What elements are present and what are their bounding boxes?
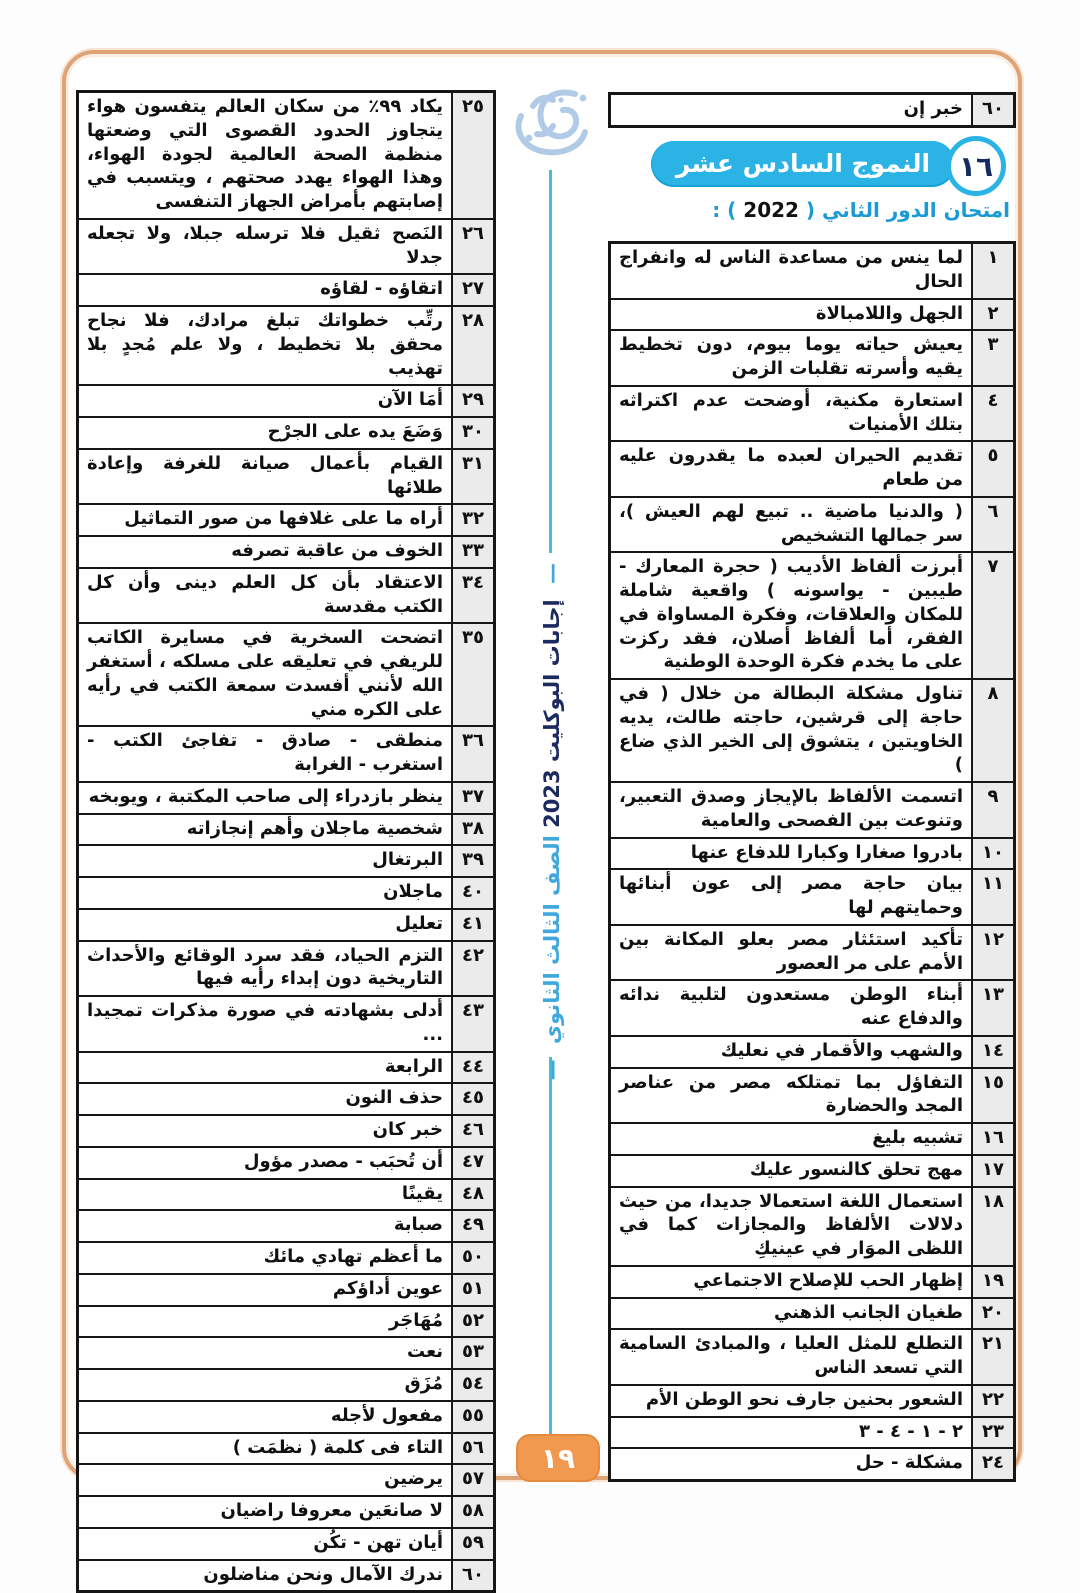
answer-text-cell: النَصح ثقيل فلا ترسله جبلا، ولا تجعله جدلا xyxy=(87,222,443,268)
answer-row xyxy=(79,1114,493,1146)
page-number-tab xyxy=(516,1434,600,1482)
exam-session-label xyxy=(608,198,1010,222)
answer-text-cell: خبر كان xyxy=(372,1119,443,1140)
answer-text-cell: التطلع للمثل العليا ، والمبادئ السامية التي تسعد الناس xyxy=(619,1333,963,1378)
answer-number-cell: ٣ xyxy=(971,331,1013,385)
answer-number-cell: ٥٠ xyxy=(451,1243,493,1273)
answer-text-cell: استعارة مكنية، أوضحت عدم اكتراثه بتلك الأمنيات xyxy=(619,389,963,435)
answer-number-cell: ١٣ xyxy=(971,981,1013,1035)
answer-number-cell: ٣٥ xyxy=(451,624,493,725)
answer-text-cell: الشعور بحنين جارف نحو الوطن الأم xyxy=(645,1388,963,1410)
answer-text-cell: مشكلة - حل xyxy=(855,1452,963,1474)
answer-row xyxy=(611,1154,1013,1186)
answer-row xyxy=(79,1336,493,1368)
answer-row xyxy=(79,416,493,448)
answer-text-cell: نعت xyxy=(407,1341,443,1363)
answer-row xyxy=(611,95,1013,125)
answer-row xyxy=(611,837,1013,869)
answer-number-cell: ٤٣ xyxy=(451,997,493,1051)
answer-number-cell: ٥ xyxy=(971,442,1013,496)
answer-text-cell: حذف النون xyxy=(345,1087,443,1109)
answer-text-cell: وَضَعَ يده على الجرْح xyxy=(267,421,443,442)
answer-number-cell: ٦٠ xyxy=(451,1561,493,1591)
answer-row xyxy=(611,1384,1013,1416)
answer-text-cell: أن تُحبَب - مصدر مؤول xyxy=(243,1150,443,1172)
spine-dash: — xyxy=(540,563,564,584)
answer-number-cell: ٧ xyxy=(971,553,1013,678)
answer-text-cell: يكاد ٩٩٪ من سكان العالم يتفسون هواء يتجاوز الحدود القصوى التي وضعتها منظمة الصحة العالمية لجودة الهواء، وهذا الهواء يهدد صحتهم ، ويتسبب في إصابتهم بأمراض الجهاز التنفسى xyxy=(87,96,443,212)
answer-text-cell: التاء فى كلمة ( نظمَت ) xyxy=(232,1436,443,1458)
answer-row-60-table xyxy=(608,92,1016,128)
answer-row xyxy=(611,298,1013,330)
answer-number-cell: ٤٠ xyxy=(451,878,493,908)
answer-row xyxy=(611,1297,1013,1329)
answer-number-cell: ٤٨ xyxy=(451,1180,493,1210)
answer-number-cell: ٨ xyxy=(971,680,1013,781)
answer-row xyxy=(79,448,493,504)
answer-text-cell: تقديم الحيران لعبده ما يقدرون عليه من طعام xyxy=(619,445,963,490)
answer-number-cell: ٤٤ xyxy=(451,1053,493,1083)
answer-number-cell: ٤٩ xyxy=(451,1211,493,1241)
spine-dash: — xyxy=(540,1059,564,1081)
answer-number-cell: ٣٤ xyxy=(451,569,493,623)
answer-row xyxy=(79,1178,493,1210)
spine-booklet-title: إجابات البوكليت 2023 xyxy=(540,599,564,828)
answer-row xyxy=(611,244,1013,298)
answer-row xyxy=(611,385,1013,441)
answer-number-cell: ٢٢ xyxy=(971,1386,1013,1416)
answer-text-cell: بادروا صغارا وكبارا للدفاع عنها xyxy=(690,841,963,863)
answer-text-cell: بيان حاجة مصر إلى عون أبنائها وحمايتهم لها xyxy=(619,873,963,918)
answer-row xyxy=(79,940,493,996)
answer-number-cell: ٣٠ xyxy=(451,418,493,448)
answer-text-cell: أراه ما على غلافها من صور التماثيل xyxy=(124,508,443,530)
answer-row xyxy=(79,725,493,781)
answer-number-cell: ٥٢ xyxy=(451,1307,493,1337)
answer-row xyxy=(611,924,1013,980)
answer-row xyxy=(79,995,493,1051)
answer-number-cell: ١ xyxy=(971,244,1013,298)
model-title-banner xyxy=(652,141,954,185)
booklet-spine-text xyxy=(532,553,572,1081)
answer-text-cell: تشبيه بليغ xyxy=(872,1127,963,1148)
answer-row xyxy=(79,384,493,416)
answer-row xyxy=(79,1495,493,1527)
answer-number-cell: ٤٢ xyxy=(451,942,493,996)
answer-number-cell: ٦٠ xyxy=(971,95,1013,125)
answer-text-cell: اتقاؤه - لقاؤه xyxy=(320,278,443,300)
answer-text-cell: أمَا الآن xyxy=(377,389,443,411)
answer-number-cell: ١٦ xyxy=(971,1124,1013,1154)
answer-number-cell: ٥٨ xyxy=(451,1497,493,1527)
answer-number-cell: ٢٧ xyxy=(451,275,493,305)
model-number-badge xyxy=(946,136,1006,196)
answer-row xyxy=(79,1432,493,1464)
answer-number-cell: ١٠ xyxy=(971,839,1013,869)
answer-row xyxy=(79,1305,493,1337)
answers-table-25-60 xyxy=(76,90,496,1593)
answer-row xyxy=(79,273,493,305)
answer-text-cell: والشهب والأقمار في نعليك xyxy=(720,1039,963,1061)
exam-session-year: 2022 xyxy=(743,198,799,222)
answer-row xyxy=(611,1186,1013,1265)
answer-number-cell: ٢١ xyxy=(971,1330,1013,1384)
answer-row xyxy=(79,535,493,567)
answer-text-cell: مهج تحلق كالنسور عليك xyxy=(749,1158,963,1180)
answer-text-cell: تناول مشكلة البطالة من خلال ( في حاجة إلى قرشين، حاجته طالت، يديه الخاويتين ، يتشوق إلى الخير الذي ضاع ) xyxy=(619,683,963,776)
answer-number-cell: ٢٨ xyxy=(451,307,493,384)
answer-number-cell: ٢ xyxy=(971,300,1013,330)
answer-text-cell: مُزَق xyxy=(404,1373,443,1394)
answer-number-cell: ١٩ xyxy=(971,1267,1013,1297)
answer-row xyxy=(79,1527,493,1559)
answer-row xyxy=(79,1368,493,1400)
answer-text-cell: يقينًا xyxy=(401,1182,443,1204)
answer-text-cell: خبر إن xyxy=(903,98,963,119)
answer-number-cell: ٣١ xyxy=(451,450,493,504)
answer-row xyxy=(79,844,493,876)
answer-number-cell: ٦ xyxy=(971,498,1013,552)
answer-number-cell: ٣٣ xyxy=(451,537,493,567)
answer-row xyxy=(79,1146,493,1178)
answer-text-cell: اتضحت السخرية في مسايرة الكاتب للريفي في تعليقه على مسلكه ، أستغفر الله لأنني أفسدت سمعة الكتب في رأيه على الكره مني xyxy=(87,627,443,720)
answer-row xyxy=(611,868,1013,924)
answer-number-cell: ٤٦ xyxy=(451,1116,493,1146)
answer-text-cell: اتسمت الألفاظ بالإيجاز وصدق التعبير، وتنوعت بين الفصحى والعامية xyxy=(619,786,963,831)
answer-number-cell: ٢٦ xyxy=(451,220,493,274)
exam-session-suffix: ) : xyxy=(712,198,744,222)
answer-row xyxy=(79,813,493,845)
answer-text-cell: الرابعة xyxy=(384,1055,443,1077)
model-title: النموج السادس عشر xyxy=(675,148,931,178)
answer-row xyxy=(79,93,493,218)
answer-text-cell: أيان تهن - تكُن xyxy=(313,1531,443,1553)
answer-number-cell: ٥٩ xyxy=(451,1529,493,1559)
answer-row xyxy=(79,622,493,725)
answer-row xyxy=(79,503,493,535)
answer-row xyxy=(79,1463,493,1495)
answer-number-cell: ٢٤ xyxy=(971,1449,1013,1479)
answer-number-cell: ١٧ xyxy=(971,1156,1013,1186)
model-number: ١٦ xyxy=(958,149,994,183)
spine-grade-label: الصف الثالث الثانوي xyxy=(540,835,564,1045)
answer-number-cell: ٥٦ xyxy=(451,1434,493,1464)
answer-number-cell: ١٢ xyxy=(971,926,1013,980)
exam-session-prefix: امتحان الدور الثاني ( xyxy=(798,198,1010,222)
answer-row xyxy=(611,1447,1013,1479)
answer-text-cell: ماجلان xyxy=(383,881,443,902)
answer-text-cell: ( والدنيا ماضية .. تبيع لهم العيش )، سر جمالها التشخيص xyxy=(619,500,963,546)
answer-number-cell: ٤٥ xyxy=(451,1084,493,1114)
answer-number-cell: ٢٥ xyxy=(451,93,493,218)
answer-number-cell: ٢٠ xyxy=(971,1299,1013,1329)
answer-text-cell: ينظر بازدراء إلى صاحب المكتبة ، ويوبخه xyxy=(88,785,443,807)
answer-text-cell: لا صانعَين معروفا راضيان xyxy=(220,1500,443,1521)
answer-number-cell: ٥٥ xyxy=(451,1402,493,1432)
answer-text-cell: تعليل xyxy=(395,912,443,934)
answer-text-cell: ندرك الآمال ونحن مناضلون xyxy=(203,1563,443,1585)
answer-row xyxy=(79,218,493,274)
answer-text-cell: شخصية ماجلان وأهم إنجازاته xyxy=(186,817,443,839)
answer-text-cell: أبناء الوطن مستعدون لتلبية ندائه والدفاع عنه xyxy=(619,984,963,1029)
answer-number-cell: ٥١ xyxy=(451,1275,493,1305)
answer-text-cell: طغيان الجانب الذهني xyxy=(774,1301,963,1323)
answer-text-cell: رتِّب خطواتك تبلغ مرادك، فلا نجاح محقق بلا تخطيط ، ولا علم مُجدٍ بلا تهذيب xyxy=(87,310,443,379)
answer-row xyxy=(611,678,1013,781)
answer-row xyxy=(611,496,1013,552)
answer-row xyxy=(79,1082,493,1114)
answer-row xyxy=(79,781,493,813)
answer-text-cell: صبابة xyxy=(393,1214,443,1236)
answer-text-cell: التفاؤل بما تمتلكه مصر من عناصر المجد والحضارة xyxy=(619,1071,963,1117)
answer-row xyxy=(611,1265,1013,1297)
answer-number-cell: ١٨ xyxy=(971,1188,1013,1265)
answer-row xyxy=(611,781,1013,837)
answer-row xyxy=(611,440,1013,496)
answer-row xyxy=(611,1035,1013,1067)
answer-row xyxy=(79,305,493,384)
answer-number-cell: ١١ xyxy=(971,870,1013,924)
answer-row xyxy=(611,329,1013,385)
answer-text-cell: أدلى بشهادته في صورة مذكرات تمجيدا ... xyxy=(87,1000,443,1045)
answer-number-cell: ٩ xyxy=(971,783,1013,837)
answer-row xyxy=(79,567,493,623)
answer-number-cell: ٣٦ xyxy=(451,727,493,781)
answer-row xyxy=(79,1559,493,1591)
answer-number-cell: ٣٧ xyxy=(451,783,493,813)
answer-number-cell: ٥٧ xyxy=(451,1465,493,1495)
answer-text-cell: القيام بأعمال صيانة للغرفة وإعادة طلائها xyxy=(87,452,443,498)
answer-number-cell: ١٤ xyxy=(971,1037,1013,1067)
answer-text-cell: الخوف من عاقبة تصرفه xyxy=(231,540,443,561)
answer-number-cell: ٤ xyxy=(971,387,1013,441)
answer-row xyxy=(79,1051,493,1083)
answer-number-cell: ١٥ xyxy=(971,1069,1013,1123)
answer-row xyxy=(611,1328,1013,1384)
answer-text-cell: لما ينس من مساعدة الناس له وانفراج الحال xyxy=(619,247,963,292)
answer-number-cell: ٣٩ xyxy=(451,846,493,876)
answer-row xyxy=(79,1209,493,1241)
answer-text-cell: ٢ - ١ - ٤ - ٣ xyxy=(858,1420,963,1442)
answer-row xyxy=(79,1400,493,1432)
answer-text-cell: يعيش حياته يوما بيوم، دون تخطيط يقيه وأسرته تقلبات الزمن xyxy=(619,334,963,379)
answer-text-cell: البرتغال xyxy=(372,849,443,871)
answer-text-cell: التزم الحياد، فقد سرد الوقائع والأحداث التاريخية دون إبداء رأيه فيها xyxy=(87,944,443,990)
answer-text-cell: منطقى - صادق - تفاجئ الكتب - استغرب - الغرابة xyxy=(87,730,443,775)
answer-row xyxy=(79,1241,493,1273)
answers-table-1-24 xyxy=(608,241,1016,1482)
answer-text-cell: يرضين xyxy=(384,1468,443,1490)
answer-row xyxy=(611,979,1013,1035)
answer-row xyxy=(611,551,1013,678)
answer-row xyxy=(79,1273,493,1305)
answer-text-cell: استعمال اللغة استعمالا جديدا، من حيث دلالات الألفاظ والمجازات كما في اللظى الموَار في عينيكِ xyxy=(619,1190,963,1259)
answer-number-cell: ٢٣ xyxy=(971,1418,1013,1448)
answer-row xyxy=(611,1067,1013,1123)
publisher-logo-icon xyxy=(503,86,597,172)
answer-number-cell: ٥٤ xyxy=(451,1370,493,1400)
answer-row xyxy=(611,1122,1013,1154)
answer-number-cell: ٥٣ xyxy=(451,1338,493,1368)
answer-text-cell: ما أعظم تهادي مائك xyxy=(263,1246,443,1267)
answer-text-cell: تأكيد استئثار مصر بعلو المكانة بين الأمم على مر العصور xyxy=(619,928,963,974)
answer-text-cell: الاعتقاد بأن كل العلم دينى وأن كل الكتب مقدسة xyxy=(87,571,443,617)
answer-number-cell: ٣٨ xyxy=(451,815,493,845)
answer-number-cell: ٤٧ xyxy=(451,1148,493,1178)
answer-row xyxy=(611,1416,1013,1448)
answer-number-cell: ٤١ xyxy=(451,910,493,940)
answer-number-cell: ٢٩ xyxy=(451,386,493,416)
page-number: ١٩ xyxy=(540,1441,576,1475)
answer-row xyxy=(79,876,493,908)
answer-row xyxy=(79,908,493,940)
answer-text-cell: عوين أداؤكم xyxy=(332,1277,443,1299)
answer-text-cell: الجهل واللامبالاة xyxy=(815,302,963,324)
answer-text-cell: مُهَاجَر xyxy=(389,1309,443,1331)
answer-text-cell: إظهار الحب للإصلاح الاجتماعي xyxy=(693,1269,963,1291)
answer-number-cell: ٣٢ xyxy=(451,505,493,535)
answer-text-cell: مفعول لأجله xyxy=(330,1404,443,1426)
answer-text-cell: أبرزت ألفاظ الأديب ( حجرة المعارك - طيبين - يواسونه ) واقعية شاملة للمكان والعلاقات، وفكرة المساواة في الفقر، أما ألفاظ أصلان، فقد ركزت على ما يخدم فكرة الوحدة الوطنية xyxy=(619,556,963,673)
